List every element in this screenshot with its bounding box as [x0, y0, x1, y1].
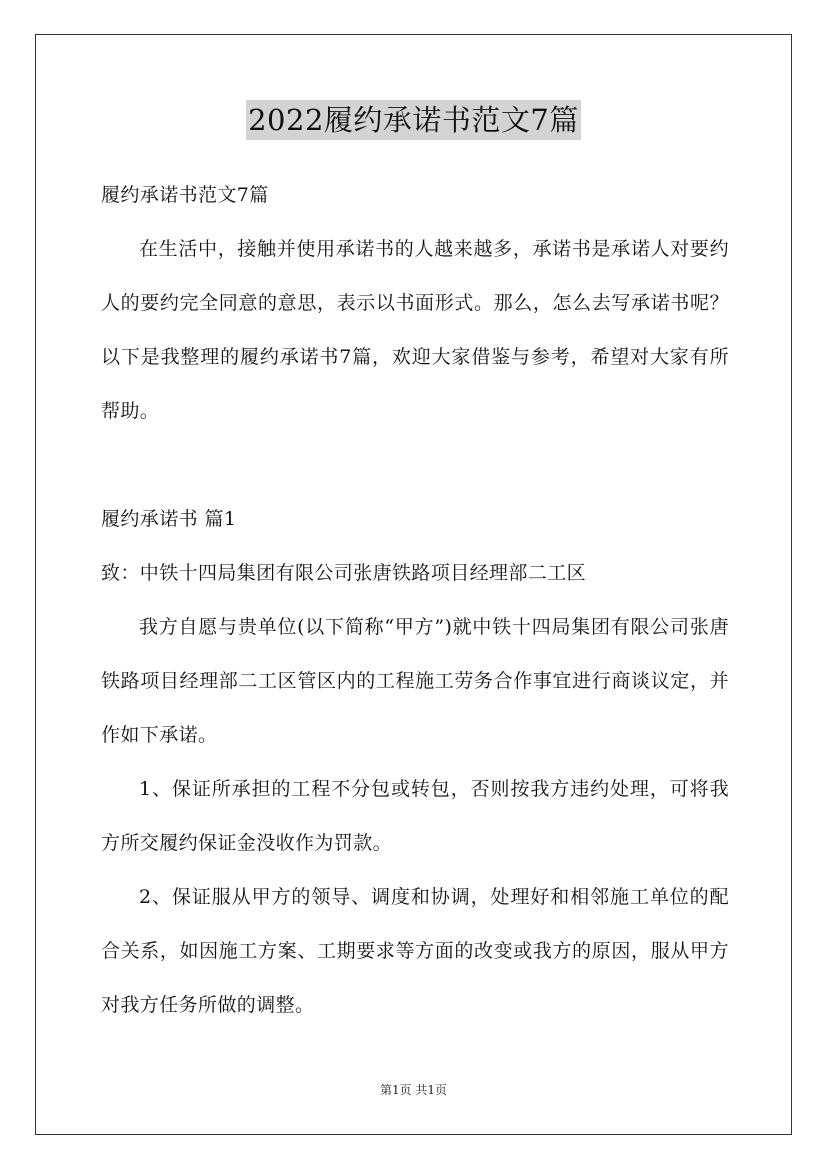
- document-title: 2022履约承诺书范文7篇: [246, 100, 581, 140]
- title-container: [0, 100, 827, 140]
- document-subtitle: 履约承诺书范文7篇: [101, 184, 269, 206]
- document-body: [101, 168, 729, 1032]
- commitment-item-1: 1、保证所承担的工程不分包或转包，否则按我方违约处理，可将我方所交履约保证金没收作为罚款。: [101, 778, 729, 854]
- section-spacer: [101, 438, 729, 492]
- recipient-line: 致：中铁十四局集团有限公司张唐铁路项目经理部二工区: [101, 562, 587, 584]
- page-footer: 第1页 共1页: [379, 1083, 448, 1097]
- body-paragraph: 我方自愿与贵单位(以下简称“甲方”)就中铁十四局集团有限公司张唐铁路项目经理部二工区管区内的工程施工劳务合作事宜进行商谈议定，并作如下承诺。: [101, 616, 729, 746]
- section-heading: 履约承诺书 篇1: [101, 508, 237, 530]
- commitment-item-2: 2、保证服从甲方的领导、调度和协调，处理好和相邻施工单位的配合关系，如因施工方案、工期要求等方面的改变或我方的原因，服从甲方对我方任务所做的调整。: [101, 886, 729, 1016]
- intro-paragraph: 在生活中，接触并使用承诺书的人越来越多，承诺书是承诺人对要约人的要约完全同意的意思，表示以书面形式。那么，怎么去写承诺书呢？以下是我整理的履约承诺书7篇，欢迎大家借鉴与参考，希望对大家有所帮助。: [101, 238, 729, 422]
